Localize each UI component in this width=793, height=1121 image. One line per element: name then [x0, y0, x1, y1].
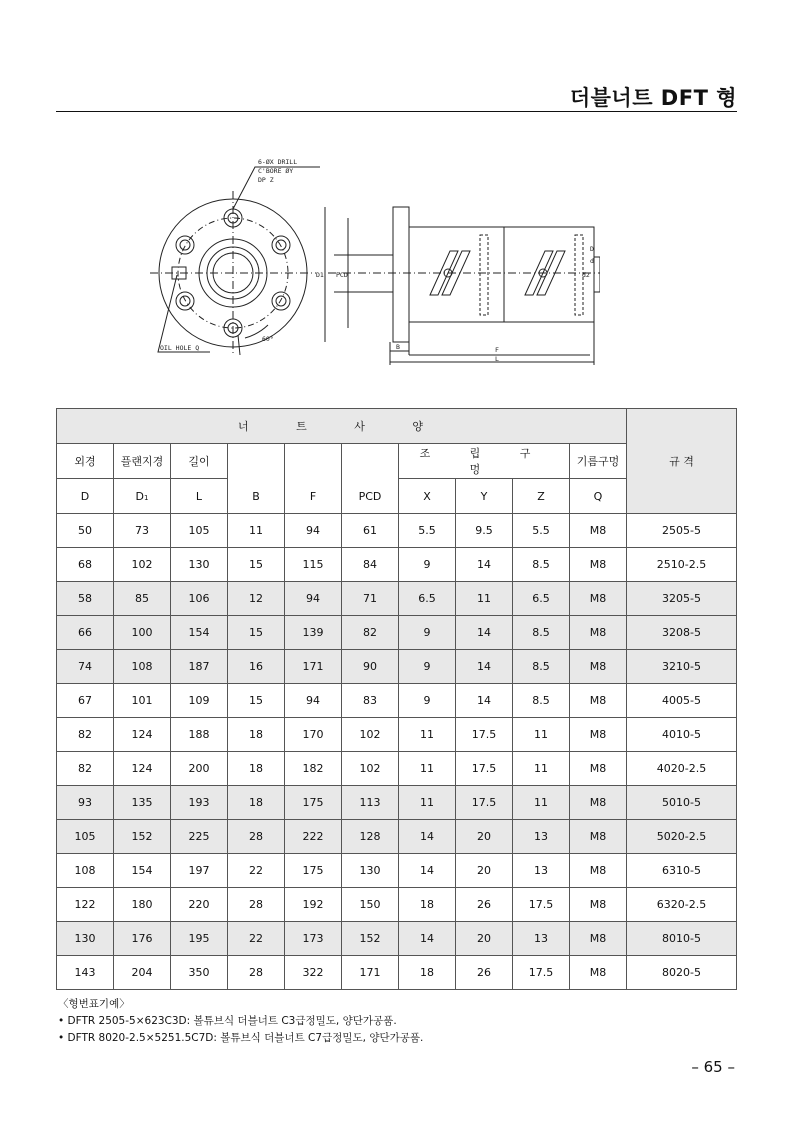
table-cell: M8	[570, 922, 627, 956]
pcd-header: PCD	[342, 444, 399, 514]
table-cell: M8	[570, 820, 627, 854]
table-row	[57, 956, 737, 990]
table-cell: 180	[114, 888, 171, 922]
table-cell: 175	[285, 854, 342, 888]
table-cell: 90	[342, 650, 399, 684]
table-cell: 193	[171, 786, 228, 820]
oil-hole-header: 기름구멍	[570, 444, 627, 479]
table-cell: 6310-5	[627, 854, 737, 888]
table-cell: 154	[171, 616, 228, 650]
table-cell: 9	[399, 548, 456, 582]
table-cell: 14	[456, 684, 513, 718]
table-cell: 3205-5	[627, 582, 737, 616]
table-cell: 6.5	[399, 582, 456, 616]
table-cell: 5020-2.5	[627, 820, 737, 854]
dim-dbig-label: D	[590, 245, 594, 253]
table-cell: 105	[57, 820, 114, 854]
dim-f-label: F	[495, 346, 499, 354]
table-cell: 173	[285, 922, 342, 956]
oil-hole-label: OIL HOLE Q	[160, 344, 200, 352]
f-header: F	[285, 444, 342, 514]
table-row	[57, 684, 737, 718]
nut-side-view	[325, 207, 600, 365]
table-cell: 8.5	[513, 650, 570, 684]
table-cell: 4010-5	[627, 718, 737, 752]
table-cell: 322	[285, 956, 342, 990]
table-cell: M8	[570, 684, 627, 718]
table-cell: 8.5	[513, 684, 570, 718]
table-cell: 182	[285, 752, 342, 786]
table-cell: 128	[342, 820, 399, 854]
table-cell: M8	[570, 854, 627, 888]
table-row	[57, 548, 737, 582]
table-cell: 83	[342, 684, 399, 718]
table-cell: 222	[285, 820, 342, 854]
d-header: D	[57, 479, 114, 514]
table-cell: 17.5	[513, 956, 570, 990]
table-cell: M8	[570, 752, 627, 786]
table-cell: 14	[399, 922, 456, 956]
table-row	[57, 514, 737, 548]
table-cell: 9	[399, 650, 456, 684]
table-cell: 11	[228, 514, 285, 548]
table-cell: 14	[456, 616, 513, 650]
table-cell: M8	[570, 956, 627, 990]
table-cell: M8	[570, 548, 627, 582]
spec-table	[56, 408, 737, 990]
b-header: B	[228, 444, 285, 514]
table-cell: 11	[399, 752, 456, 786]
model-notation-notes	[58, 996, 423, 1047]
table-row	[57, 854, 737, 888]
table-cell: 170	[285, 718, 342, 752]
notes-example-1: • DFTR 2505-5×623C3D: 볼튜브식 더블너트 C3급정밀도, 양단가공품.	[58, 1015, 397, 1027]
table-cell: 135	[114, 786, 171, 820]
table-cell: 18	[399, 956, 456, 990]
table-cell: 82	[342, 616, 399, 650]
dim-b-label: B	[396, 343, 400, 351]
table-cell: 8.5	[513, 548, 570, 582]
table-cell: 68	[57, 548, 114, 582]
table-row	[57, 650, 737, 684]
table-cell: 14	[456, 548, 513, 582]
table-cell: 28	[228, 820, 285, 854]
table-cell: 139	[285, 616, 342, 650]
table-cell: 101	[114, 684, 171, 718]
table-cell: 17.5	[513, 888, 570, 922]
table-row	[57, 820, 737, 854]
table-cell: 11	[399, 786, 456, 820]
table-cell: 94	[285, 582, 342, 616]
table-cell: 9.5	[456, 514, 513, 548]
table-cell: 58	[57, 582, 114, 616]
table-cell: 18	[228, 718, 285, 752]
table-cell: 197	[171, 854, 228, 888]
table-cell: 14	[399, 854, 456, 888]
table-cell: 100	[114, 616, 171, 650]
table-cell: 124	[114, 752, 171, 786]
table-cell: 50	[57, 514, 114, 548]
table-cell: 8010-5	[627, 922, 737, 956]
table-cell: 188	[171, 718, 228, 752]
table-cell: 85	[114, 582, 171, 616]
table-cell: 175	[285, 786, 342, 820]
table-cell: 15	[228, 548, 285, 582]
page-title: 더블너트 DFT 형	[569, 86, 737, 110]
table-cell: M8	[570, 616, 627, 650]
l-header: L	[171, 479, 228, 514]
table-cell: 84	[342, 548, 399, 582]
table-cell: 8020-5	[627, 956, 737, 990]
table-cell: 11	[399, 718, 456, 752]
table-cell: 6.5	[513, 582, 570, 616]
table-cell: 105	[171, 514, 228, 548]
table-cell: 26	[456, 888, 513, 922]
table-cell: 17.5	[456, 718, 513, 752]
table-cell: 28	[228, 888, 285, 922]
table-cell: 154	[114, 854, 171, 888]
x-header: X	[399, 479, 456, 514]
table-cell: 9	[399, 616, 456, 650]
table-cell: 220	[171, 888, 228, 922]
table-cell: 71	[342, 582, 399, 616]
table-cell: 150	[342, 888, 399, 922]
table-cell: 3208-5	[627, 616, 737, 650]
nut-spec-header: 너 트 사 양	[57, 409, 627, 444]
table-cell: M8	[570, 718, 627, 752]
table-cell: 26	[456, 956, 513, 990]
table-cell: 130	[171, 548, 228, 582]
table-row	[57, 616, 737, 650]
table-cell: 350	[171, 956, 228, 990]
drill-label: 6-ØX DRILL	[258, 158, 298, 166]
table-cell: 15	[228, 684, 285, 718]
table-cell: 73	[114, 514, 171, 548]
table-cell: 82	[57, 752, 114, 786]
table-cell: 176	[114, 922, 171, 956]
table-cell: 6320-2.5	[627, 888, 737, 922]
table-row	[57, 786, 737, 820]
table-cell: 13	[513, 854, 570, 888]
table-cell: 66	[57, 616, 114, 650]
table-cell: 2505-5	[627, 514, 737, 548]
table-row	[57, 922, 737, 956]
table-cell: 18	[399, 888, 456, 922]
length-header: 길이	[171, 444, 228, 479]
table-cell: 16	[228, 650, 285, 684]
assembly-hole-header: 조 립 구 멍	[399, 444, 570, 479]
table-cell: 67	[57, 684, 114, 718]
table-cell: 9	[399, 684, 456, 718]
table-cell: 5.5	[513, 514, 570, 548]
table-cell: M8	[570, 650, 627, 684]
table-cell: 4020-2.5	[627, 752, 737, 786]
d1-header: D1	[114, 479, 171, 514]
table-cell: 11	[513, 718, 570, 752]
table-cell: 102	[114, 548, 171, 582]
table-row	[57, 752, 737, 786]
table-cell: 13	[513, 820, 570, 854]
dim-dsmall-label: d	[590, 257, 594, 265]
dim-l-label: L	[495, 355, 499, 363]
table-cell: 108	[114, 650, 171, 684]
table-cell: 106	[171, 582, 228, 616]
table-cell: 5.5	[399, 514, 456, 548]
cbore-label: C'BORE ØY	[258, 167, 294, 175]
table-cell: 11	[513, 786, 570, 820]
table-cell: 102	[342, 752, 399, 786]
table-cell: M8	[570, 888, 627, 922]
table-cell: M8	[570, 514, 627, 548]
table-cell: 74	[57, 650, 114, 684]
table-cell: 195	[171, 922, 228, 956]
z-header: Z	[513, 479, 570, 514]
table-cell: 124	[114, 718, 171, 752]
table-cell: 122	[57, 888, 114, 922]
table-cell: 108	[57, 854, 114, 888]
table-cell: 20	[456, 854, 513, 888]
table-row	[57, 582, 737, 616]
table-cell: 20	[456, 820, 513, 854]
table-cell: 14	[399, 820, 456, 854]
table-cell: 93	[57, 786, 114, 820]
dim-d2-label: d2	[582, 271, 590, 279]
table-cell: 22	[228, 922, 285, 956]
table-cell: 171	[342, 956, 399, 990]
technical-drawing	[150, 155, 600, 370]
table-cell: 187	[171, 650, 228, 684]
flange-diameter-header: 플랜지경	[114, 444, 171, 479]
table-cell: 15	[228, 616, 285, 650]
table-row	[57, 718, 737, 752]
table-cell: 4005-5	[627, 684, 737, 718]
table-cell: 102	[342, 718, 399, 752]
table-cell: 204	[114, 956, 171, 990]
table-cell: 192	[285, 888, 342, 922]
table-cell: 20	[456, 922, 513, 956]
angle-label: 60°	[262, 335, 274, 343]
table-cell: 152	[114, 820, 171, 854]
table-cell: 18	[228, 786, 285, 820]
table-cell: 13	[513, 922, 570, 956]
table-cell: 17.5	[456, 786, 513, 820]
table-cell: 2510-2.5	[627, 548, 737, 582]
table-cell: 5010-5	[627, 786, 737, 820]
table-cell: 109	[171, 684, 228, 718]
table-cell: 18	[228, 752, 285, 786]
depth-label: DP Z	[258, 176, 274, 184]
table-cell: 171	[285, 650, 342, 684]
table-cell: 143	[57, 956, 114, 990]
table-cell: 14	[456, 650, 513, 684]
table-cell: 200	[171, 752, 228, 786]
table-cell: 130	[57, 922, 114, 956]
spec-header: 규 격	[627, 409, 737, 514]
y-header: Y	[456, 479, 513, 514]
table-cell: 94	[285, 684, 342, 718]
page-number: – 65 –	[691, 1058, 735, 1076]
table-cell: 113	[342, 786, 399, 820]
table-cell: 94	[285, 514, 342, 548]
dim-d1-label: D1	[316, 271, 324, 279]
table-cell: 115	[285, 548, 342, 582]
table-cell: 61	[342, 514, 399, 548]
q-header: Q	[570, 479, 627, 514]
table-cell: 11	[513, 752, 570, 786]
table-cell: 130	[342, 854, 399, 888]
table-row	[57, 888, 737, 922]
table-cell: 11	[456, 582, 513, 616]
table-cell: M8	[570, 786, 627, 820]
flange-front-view	[150, 167, 320, 355]
outer-diameter-header: 외경	[57, 444, 114, 479]
table-cell: 28	[228, 956, 285, 990]
table-cell: 17.5	[456, 752, 513, 786]
table-cell: 8.5	[513, 616, 570, 650]
table-cell: 3210-5	[627, 650, 737, 684]
table-cell: 225	[171, 820, 228, 854]
table-cell: 152	[342, 922, 399, 956]
notes-heading: 〈형번표기예〉	[58, 998, 130, 1010]
notes-example-2: • DFTR 8020-2.5×5251.5C7D: 볼튜브식 더블너트 C7급정밀도, 양단가공품.	[58, 1032, 424, 1044]
table-cell: 12	[228, 582, 285, 616]
header-rule	[56, 111, 737, 112]
table-cell: 22	[228, 854, 285, 888]
dim-pcd-label: PCD	[336, 271, 348, 279]
table-cell: M8	[570, 582, 627, 616]
table-cell: 82	[57, 718, 114, 752]
